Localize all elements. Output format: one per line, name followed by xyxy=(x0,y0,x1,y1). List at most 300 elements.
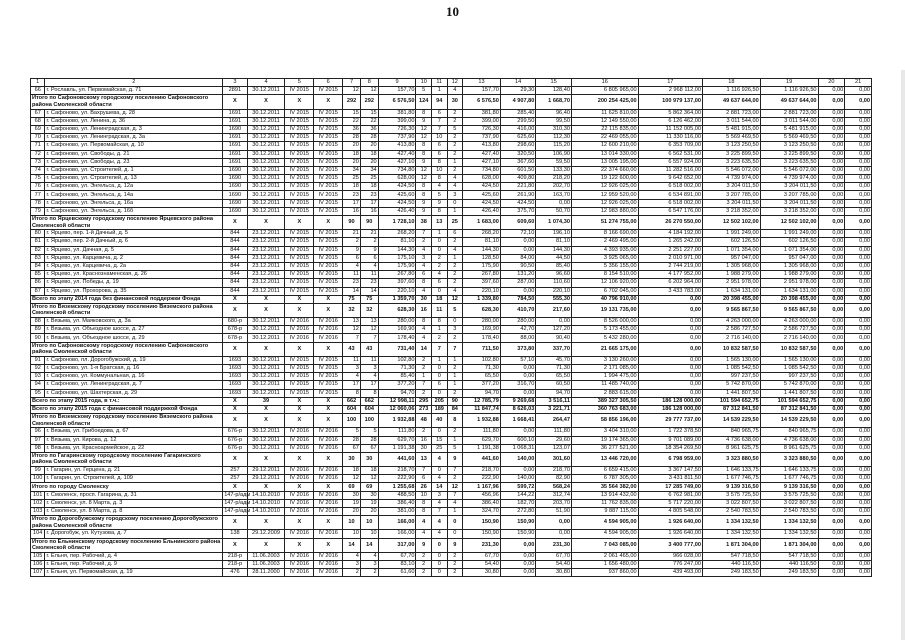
table-cell: IV 2015 xyxy=(285,279,314,287)
table-cell: 8 xyxy=(416,499,432,507)
table-cell: 1691 xyxy=(223,134,247,142)
table-cell: 23.12.2011 xyxy=(247,238,285,246)
address-cell: г. Гагарин, ул. Строителей, д. 109 xyxy=(45,475,223,483)
table-cell: IV 2015 xyxy=(314,287,343,295)
table-cell: 144,30 xyxy=(378,246,416,254)
table-cell: 381,80 xyxy=(378,109,416,117)
table-cell: 0,00 xyxy=(818,334,845,342)
table-cell: 218-р xyxy=(223,552,247,560)
table-cell: 144,30 xyxy=(536,246,572,254)
table-cell: 629,70 xyxy=(378,436,416,444)
subtotal-label: Итого по Вяземскому городскому поселению Вяземского района Смоленской области xyxy=(31,414,223,428)
table-row xyxy=(31,381,872,389)
subtotal-cell: X xyxy=(223,414,247,428)
subtotal-cell: 0,00 xyxy=(818,405,845,413)
table-row xyxy=(31,207,872,215)
table-cell: 2 xyxy=(447,109,463,117)
table-row xyxy=(31,508,872,516)
table-cell: 3 xyxy=(360,365,378,373)
column-number: 9 xyxy=(378,79,416,87)
subtotal-cell: 628,30 xyxy=(463,303,501,317)
table-cell: 0,00 xyxy=(500,389,536,397)
table-cell: 30.12.2011 xyxy=(247,207,285,215)
table-cell: 79 xyxy=(31,207,45,215)
table-cell: 0,00 xyxy=(845,318,872,326)
table-cell: 3 204 011,50 xyxy=(760,199,818,207)
address-cell: г. Смоленск, ул. 8 Марта, д. 3 xyxy=(45,499,223,507)
table-cell: 17 xyxy=(343,381,361,389)
table-cell: 93 xyxy=(31,373,45,381)
table-cell: 440 116,50 xyxy=(703,560,761,568)
table-cell: 0,00 xyxy=(845,271,872,279)
subtotal-cell: 0,00 xyxy=(818,216,845,230)
table-cell: 844 xyxy=(223,238,247,246)
table-cell: 2 xyxy=(416,238,432,246)
table-cell: 0 xyxy=(431,560,447,568)
table-cell: 386,40 xyxy=(463,499,501,507)
table-cell: 5 546 072,00 xyxy=(703,166,761,174)
column-number: 3 xyxy=(223,79,247,87)
table-cell: 80 xyxy=(31,230,45,238)
table-cell: 128,40 xyxy=(536,87,572,95)
address-cell: г. Ярцево, ул. Дачная, д. 5 xyxy=(45,246,223,254)
table-cell: 4 xyxy=(431,271,447,279)
table-cell: 101 xyxy=(31,491,45,499)
table-cell: IV 2015 xyxy=(314,381,343,389)
table-cell: 115,20 xyxy=(536,142,572,150)
table-cell: 20 xyxy=(343,142,361,150)
table-cell: 1 926 640,00 xyxy=(638,530,702,538)
subtotal-row xyxy=(31,95,872,109)
subtotal-cell: 0,00 xyxy=(845,95,872,109)
table-cell: 1 xyxy=(447,207,463,215)
subtotal-cell: 555,30 xyxy=(536,295,572,303)
table-cell: 1 991 249,00 xyxy=(760,230,818,238)
table-cell: 602 126,50 xyxy=(703,238,761,246)
table-cell: 2 xyxy=(416,552,432,560)
table-cell: 5 xyxy=(431,191,447,199)
table-cell: 413,80 xyxy=(463,142,501,150)
table-cell: 140,00 xyxy=(500,475,536,483)
subtotal-cell: 662 xyxy=(360,397,378,405)
table-cell: 676-р xyxy=(223,428,247,436)
table-cell: 2 xyxy=(416,389,432,397)
subtotal-cell: 0,00 xyxy=(845,342,872,356)
table-cell: 4 xyxy=(360,373,378,381)
table-cell: 0,00 xyxy=(818,109,845,117)
table-cell: 1 071 354,00 xyxy=(703,246,761,254)
table-cell: 0,00 xyxy=(818,150,845,158)
table-cell: 5 742 870,00 xyxy=(703,381,761,389)
table-cell: 67 xyxy=(31,109,45,117)
table-cell: 1 191,38 xyxy=(463,444,501,452)
subtotal-cell: 609,60 xyxy=(500,216,536,230)
subtotal-cell: 12 xyxy=(447,483,463,491)
column-number: 11 xyxy=(431,79,447,87)
table-cell: 5 xyxy=(343,428,361,436)
table-cell: 737,90 xyxy=(463,134,501,142)
table-cell: 3 xyxy=(416,254,432,262)
subtotal-cell: 9 xyxy=(447,452,463,466)
subtotal-cell: X xyxy=(223,452,247,466)
table-cell: IV 2016 xyxy=(285,491,314,499)
address-cell: г. Сафоново, ул. Строителей, д. 13 xyxy=(45,175,223,183)
table-cell: 844 xyxy=(223,254,247,262)
table-cell: 13 014 330,00 xyxy=(571,150,638,158)
table-cell: IV 2015 xyxy=(285,389,314,397)
table-cell: 0,00 xyxy=(818,199,845,207)
subtotal-row xyxy=(31,414,872,428)
subtotal-cell: 6 576,50 xyxy=(463,95,501,109)
table-cell: 1690 xyxy=(223,191,247,199)
table-cell: 268,20 xyxy=(378,230,416,238)
table-cell: 30 xyxy=(416,444,432,452)
table-cell: 4 263 000,00 xyxy=(760,318,818,326)
table-cell: 1 634 131,00 xyxy=(760,287,818,295)
table-cell: 92 xyxy=(31,365,45,373)
table-cell: 11 282 516,00 xyxy=(638,166,702,174)
table-cell: 106 xyxy=(31,560,45,568)
table-cell: IV 2016 xyxy=(314,334,343,342)
table-cell: 6 353 709,00 xyxy=(638,142,702,150)
table-cell: 6 xyxy=(431,150,447,158)
table-cell: 28 xyxy=(360,436,378,444)
subtotal-cell: 1 334 132,50 xyxy=(760,516,818,530)
address-cell: г. Ярцево, ул. Карцевича, д. 2а xyxy=(45,262,223,270)
table-cell: 8 xyxy=(431,318,447,326)
table-cell: 0,00 xyxy=(845,166,872,174)
subtotal-cell: 568,24 xyxy=(536,483,572,491)
subtotal-row xyxy=(31,216,872,230)
table-cell: 3 925 065,00 xyxy=(571,254,638,262)
table-row xyxy=(31,389,872,397)
column-number: 21 xyxy=(845,79,872,87)
table-cell: 0,00 xyxy=(818,87,845,95)
table-cell: 30.12.2011 xyxy=(247,444,285,452)
table-cell: IV 2015 xyxy=(285,191,314,199)
subtotal-cell: 5 xyxy=(447,303,463,317)
table-cell: 30.12.2011 xyxy=(247,199,285,207)
table-cell: 166,00 xyxy=(378,530,416,538)
table-cell: 20 xyxy=(343,508,361,516)
table-cell: 94,70 xyxy=(378,389,416,397)
subtotal-cell: 373,80 xyxy=(500,342,536,356)
table-cell: 3 xyxy=(343,365,361,373)
table-cell: 1 565 130,00 xyxy=(703,356,761,364)
subtotal-cell: X xyxy=(314,295,343,303)
table-cell: IV 2016 xyxy=(285,467,314,475)
subtotal-cell: 8 xyxy=(447,414,463,428)
table-cell: 1 xyxy=(431,87,447,95)
table-cell: 2 010 971,00 xyxy=(638,254,702,262)
table-cell: 3 204 011,50 xyxy=(703,183,761,191)
table-cell: 427,40 xyxy=(378,150,416,158)
subtotal-cell: 90 xyxy=(447,397,463,405)
table-cell: 6 787 305,00 xyxy=(571,475,638,483)
table-cell: 71,30 xyxy=(536,365,572,373)
subtotal-cell: 0,00 xyxy=(500,538,536,552)
subtotal-cell: 11 847,74 xyxy=(463,405,501,413)
table-row xyxy=(31,428,872,436)
subtotal-cell: X xyxy=(247,414,285,428)
subtotal-cell: 189 xyxy=(431,405,447,413)
table-cell: 220,10 xyxy=(463,287,501,295)
table-cell: 1 xyxy=(447,381,463,389)
table-cell: IV 2015 xyxy=(285,117,314,125)
table-cell: 19 122 600,00 xyxy=(571,175,638,183)
table-cell: 218,70 xyxy=(536,467,572,475)
subtotal-cell: 51 274 755,00 xyxy=(571,216,638,230)
table-cell: 17 xyxy=(360,199,378,207)
table-cell: 1 991 249,00 xyxy=(703,230,761,238)
table-cell: 99 xyxy=(31,467,45,475)
subtotal-cell: 0,00 xyxy=(638,303,702,317)
table-cell: 287,00 xyxy=(500,279,536,287)
table-cell: 4 xyxy=(447,175,463,183)
table-cell: 1 071 354,00 xyxy=(760,246,818,254)
subtotal-cell: 100 xyxy=(360,414,378,428)
subtotal-cell: X xyxy=(314,216,343,230)
table-cell: IV 2016 xyxy=(314,499,343,507)
table-cell: 23.12.2011 xyxy=(247,246,285,254)
table-cell: 6 xyxy=(431,381,447,389)
table-cell: 66 xyxy=(31,87,45,95)
subtotal-cell: 13 xyxy=(416,452,432,466)
table-cell: 30.12.2011 xyxy=(247,142,285,150)
table-cell: 6 547 176,00 xyxy=(638,207,702,215)
table-cell: IV 2015 xyxy=(314,134,343,142)
table-cell: 12 xyxy=(416,166,432,174)
table-cell: 9 xyxy=(360,246,378,254)
table-cell: 0,00 xyxy=(845,230,872,238)
table-cell: IV 2015 xyxy=(314,365,343,373)
address-cell: г. Гагарин, ул. Герцена, д. 21 xyxy=(45,467,223,475)
table-cell: 2 xyxy=(360,569,378,577)
table-cell: 425,60 xyxy=(378,191,416,199)
table-cell: 2 xyxy=(447,271,463,279)
subtotal-cell: 604 xyxy=(343,405,361,413)
table-cell: 375,70 xyxy=(500,207,536,215)
subtotal-cell: 1 871 304,00 xyxy=(760,538,818,552)
table-cell: 18 354 269,50 xyxy=(638,444,702,452)
table-cell: 11 xyxy=(343,356,361,364)
table-cell: 0,00 xyxy=(845,334,872,342)
table-cell: 9 xyxy=(416,158,432,166)
subtotal-row xyxy=(31,342,872,356)
table-cell: 34 xyxy=(360,166,378,174)
subtotal-cell: 12 502 102,00 xyxy=(703,216,761,230)
table-cell: 3 223 635,50 xyxy=(760,158,818,166)
table-cell: 20 xyxy=(360,158,378,166)
table-row xyxy=(31,560,872,568)
table-cell: 2 xyxy=(431,334,447,342)
subtotal-cell: 1 668,70 xyxy=(536,95,572,109)
subtotal-cell: 49 637 644,00 xyxy=(760,95,818,109)
table-cell: 1 305 968,00 xyxy=(703,262,761,270)
address-cell: г. Смоленск, просп. Гагарина, д. 31 xyxy=(45,491,223,499)
table-cell: 381,80 xyxy=(463,109,501,117)
table-cell: 1 xyxy=(431,326,447,334)
table-cell: 280,00 xyxy=(378,318,416,326)
table-cell: 11 625 810,00 xyxy=(571,109,638,117)
subtotal-label: Всего по этапу 2015 года, в т.ч.: xyxy=(31,397,223,405)
table-cell: 6 xyxy=(431,142,447,150)
table-cell: 94,70 xyxy=(463,389,501,397)
table-cell: 676-р xyxy=(223,444,247,452)
table-cell: 1 441 807,50 xyxy=(703,389,761,397)
table-cell: 1690 xyxy=(223,125,247,133)
table-cell: 0,00 xyxy=(638,334,702,342)
table-cell: 678-р xyxy=(223,326,247,334)
table-cell: 20 xyxy=(343,158,361,166)
table-cell: 427,10 xyxy=(378,158,416,166)
table-cell: 2 xyxy=(447,365,463,373)
address-cell: г. Ельня, пер. Рабочий, д. 4 xyxy=(45,552,223,560)
table-cell: 36 xyxy=(343,125,361,133)
table-cell: 8 xyxy=(360,389,378,397)
table-cell: 0,00 xyxy=(818,142,845,150)
table-cell: 12 106 920,00 xyxy=(571,279,638,287)
subtotal-cell: X xyxy=(285,452,314,466)
table-cell: 23.12.2011 xyxy=(247,230,285,238)
table-cell: 147-р/адм xyxy=(224,499,251,506)
table-row xyxy=(31,199,872,207)
table-cell: 0,00 xyxy=(845,428,872,436)
table-row xyxy=(31,230,872,238)
table-cell: 12 xyxy=(360,326,378,334)
table-cell: 102 xyxy=(31,499,45,507)
table-cell: 4 177 952,00 xyxy=(638,271,702,279)
table-cell: 3 575 725,50 xyxy=(760,491,818,499)
table-cell: 840 965,75 xyxy=(760,428,818,436)
subtotal-cell: 35 564 382,00 xyxy=(571,483,638,491)
table-cell: 1690 xyxy=(223,207,247,215)
table-cell: 734,80 xyxy=(378,166,416,174)
subtotal-cell: 4 907,80 xyxy=(500,95,536,109)
subtotal-cell: X xyxy=(247,303,285,317)
address-cell: г. Сафоново, ул. Энгельса, д. 16а xyxy=(45,199,223,207)
table-cell: 111,80 xyxy=(463,428,501,436)
address-cell: г. Сафоново, ул. 1-я Братская, д. 16 xyxy=(45,365,223,373)
table-cell: IV 2015 xyxy=(285,287,314,295)
table-cell: 14.10.2010 xyxy=(247,499,285,507)
table-cell: 2 xyxy=(447,117,463,125)
address-cell: г. Дорогобуж, ул. Кутузова, д. 7 xyxy=(45,530,223,538)
table-cell: 111,80 xyxy=(378,428,416,436)
table-cell: 0,00 xyxy=(845,175,872,183)
subtotal-cell: 273 xyxy=(416,405,432,413)
table-cell: 147-р/адм xyxy=(224,508,251,515)
table-cell: 0,00 xyxy=(500,238,536,246)
table-cell: 3 404 310,00 xyxy=(571,428,638,436)
table-cell: 30.12.2011 xyxy=(247,373,285,381)
table-cell: 1 994 475,00 xyxy=(571,373,638,381)
subtotal-cell: 14 539 229,50 xyxy=(760,414,818,428)
table-cell: 1 565 130,00 xyxy=(760,356,818,364)
table-cell: 1 988 279,00 xyxy=(760,271,818,279)
subtotal-cell: 0,00 xyxy=(845,414,872,428)
table-row xyxy=(31,569,872,577)
table-row xyxy=(31,365,872,373)
table-cell: 0,00 xyxy=(818,134,845,142)
table-cell: 488,50 xyxy=(378,491,416,499)
table-cell: 2 716 140,00 xyxy=(703,334,761,342)
table-cell: 3 204 011,50 xyxy=(760,183,818,191)
table-cell: 3 xyxy=(431,491,447,499)
table-cell: 127,20 xyxy=(536,326,572,334)
table-row xyxy=(31,183,872,191)
table-cell: 6 xyxy=(416,271,432,279)
table-cell: 0,00 xyxy=(818,175,845,183)
table-cell: 280,00 xyxy=(463,318,501,326)
address-cell: г. Сафоново, пл. Дорогобужский, д. 19 xyxy=(45,356,223,364)
table-cell: 6 xyxy=(343,254,361,262)
table-cell: 3 022 807,50 xyxy=(703,499,761,507)
table-cell: 2 xyxy=(447,166,463,174)
table-cell: 1 677 746,75 xyxy=(760,475,818,483)
table-cell: 0,00 xyxy=(818,326,845,334)
subtotal-cell: 205 xyxy=(431,397,447,405)
table-cell: 0,00 xyxy=(845,150,872,158)
table-cell: 4 xyxy=(343,262,361,270)
table-cell: 2 744 219,00 xyxy=(638,262,702,270)
table-cell: IV 2015 xyxy=(314,175,343,183)
table-cell: 2 xyxy=(416,365,432,373)
table-cell: 86 xyxy=(31,279,45,287)
table-cell: 163,70 xyxy=(536,191,572,199)
table-cell: 1 116 926,50 xyxy=(703,87,761,95)
table-cell: 844 xyxy=(223,246,247,254)
table-cell: 249 183,50 xyxy=(760,569,818,577)
table-cell: 17 xyxy=(360,381,378,389)
table-cell: 0,00 xyxy=(818,436,845,444)
table-cell: 8 xyxy=(416,318,432,326)
table-cell: 2891 xyxy=(223,87,247,95)
table-cell: 3 xyxy=(343,560,361,568)
table-cell: 0,00 xyxy=(845,117,872,125)
table-cell: 60,50 xyxy=(536,381,572,389)
subtotal-label: Итого по Сафоновскому городскому поселению Сафоновского района Смоленской области xyxy=(31,342,223,356)
table-cell: 30.12.2011 xyxy=(247,356,285,364)
column-number: 14 xyxy=(500,79,536,87)
table-cell: IV 2015 xyxy=(314,166,343,174)
table-cell: 6 xyxy=(360,254,378,262)
column-number: 10 xyxy=(416,79,432,87)
table-cell: 103 xyxy=(31,508,45,516)
table-cell: 29,30 xyxy=(500,87,536,95)
table-cell: IV 2015 xyxy=(285,158,314,166)
table-cell: IV 2015 xyxy=(285,199,314,207)
table-cell: 734,80 xyxy=(463,166,501,174)
subtotal-cell: 1 334 132,50 xyxy=(703,516,761,530)
table-cell: 8 961 625,75 xyxy=(760,444,818,452)
table-cell: 28 xyxy=(343,436,361,444)
table-cell: 196,10 xyxy=(536,230,572,238)
table-cell: 0,00 xyxy=(845,373,872,381)
table-cell: 71,30 xyxy=(378,365,416,373)
table-row xyxy=(31,134,872,142)
subtotal-cell: X xyxy=(223,405,247,413)
table-cell: 997 237,50 xyxy=(703,373,761,381)
table-cell: 377,20 xyxy=(463,381,501,389)
table-cell: 5 173 455,00 xyxy=(571,326,638,334)
table-cell: 6 562 531,00 xyxy=(638,150,702,158)
table-cell: IV 2015 xyxy=(314,230,343,238)
subtotal-cell: 0,00 xyxy=(845,538,872,552)
table-cell: 0,00 xyxy=(818,271,845,279)
table-cell: 324,70 xyxy=(463,508,501,516)
table-cell: 4 594 905,00 xyxy=(571,530,638,538)
